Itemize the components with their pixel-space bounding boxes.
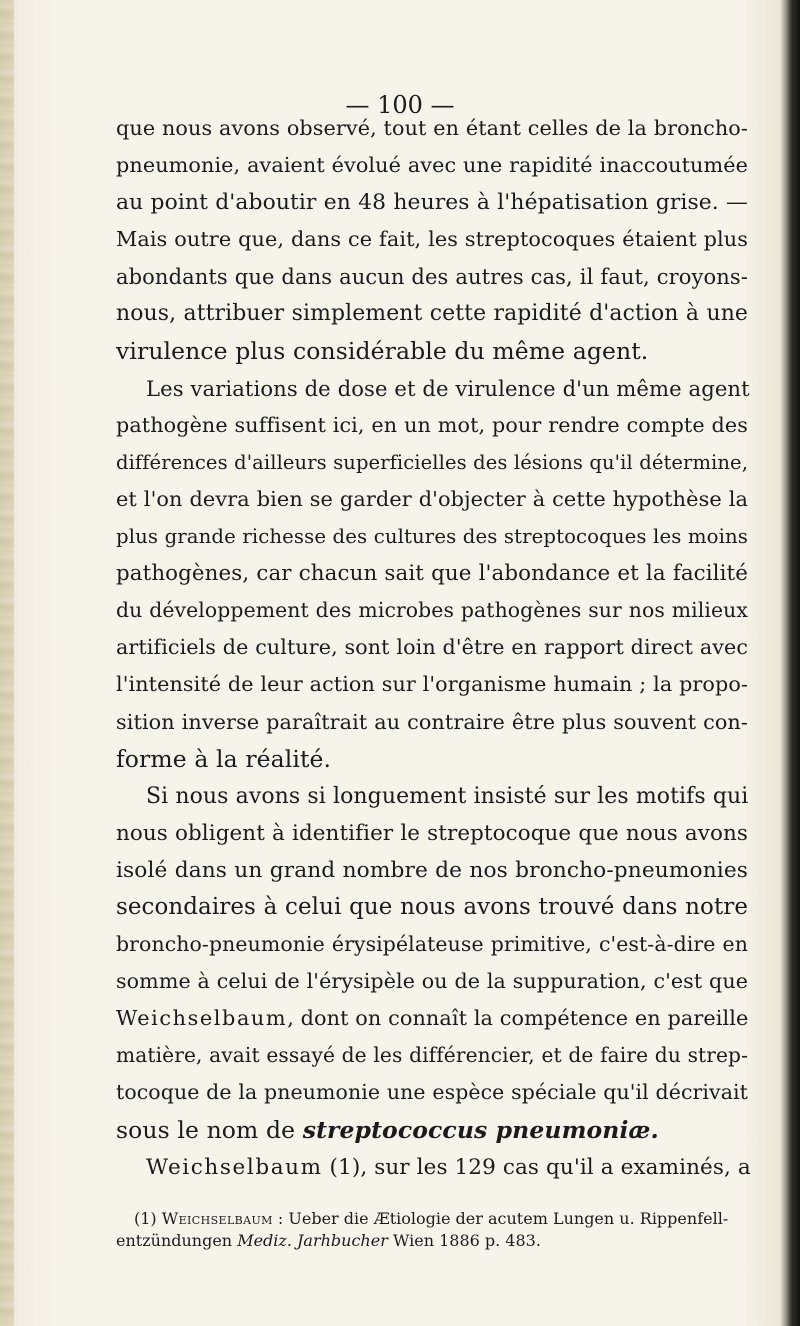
text-line: nous obligent à identifier le streptocoque que nous avons [116, 820, 748, 846]
paragraph-1 [116, 110, 748, 370]
text-line: secondaires à celui que nous avons trouvé dans notre [116, 893, 748, 920]
text-line: Mais outre que, dans ce fait, les streptocoques étaient plus [116, 227, 748, 252]
text-line: somme à celui de l'érysipèle ou de la suppuration, c'est que [116, 969, 748, 994]
text-line: différences d'ailleurs superficielles des lésions qu'il détermine, [116, 450, 748, 474]
text-line: forme à la réalité. [116, 744, 332, 773]
footnote-line [116, 1230, 746, 1252]
footnote-author: Weichselbaum [161, 1209, 273, 1228]
page-left-edge [0, 0, 14, 1326]
text-line: plus grande richesse des cultures des streptocoques les moins [116, 525, 748, 549]
text-line: abondants que dans aucun des autres cas, il faut, croyons- [116, 264, 748, 290]
text-line: pneumonie, avaient évolué avec une rapidité inaccoutumée [116, 153, 748, 178]
text-line [116, 1112, 748, 1149]
text-line: Les variations de dose et de virulence d'un même agent [146, 375, 750, 401]
text-line: et l'on devra bien se garder d'objecter à cette hypothèse la [116, 486, 748, 511]
text-line: pathogène suffisent ici, en un mot, pour rendre compte des [116, 412, 748, 437]
footnote-text: : Ueber die Ætiologie der acutem Lungen u. Rippenfell- [272, 1209, 729, 1228]
footnote-text: Wien 1886 p. 483. [387, 1231, 541, 1250]
author-name: Weichselbaum [116, 1006, 288, 1031]
text-line: Si nous avons si longuement insisté sur les motifs qui [146, 783, 749, 809]
footnote-line [134, 1208, 746, 1230]
species-name: streptococcus pneumoniæ. [302, 1115, 659, 1144]
text-line: l'intensité de leur action sur l'organisme humain ; la propo- [116, 672, 748, 697]
text-fragment: (1), sur les 129 cas qu'il a examinés, a [322, 1154, 751, 1180]
text-line: isolé dans un grand nombre de nos broncho-pneumonies [116, 857, 748, 883]
text-line [116, 1000, 748, 1037]
text-fragment: , dont on connaît la compétence en pareille [287, 1006, 749, 1031]
text-line: pathogènes, car chacun sait que l'abondance et la facilité [116, 561, 748, 587]
footnote-marker: (1) [134, 1209, 162, 1228]
text-line: au point d'aboutir en 48 heures à l'hépatisation grise. — [116, 190, 748, 216]
page-number: — 100 — [345, 91, 455, 119]
text-line: que nous avons observé, tout en étant celles de la broncho- [116, 116, 748, 140]
footnote-journal: Mediz. Jarhbucher [237, 1231, 388, 1250]
text-line: du développement des microbes pathogènes sur nos milieux [116, 598, 748, 623]
footnote [116, 1208, 746, 1252]
text-line: sition inverse paraîtrait au contraire être plus souvent con- [116, 709, 748, 734]
paragraph-2 [116, 370, 748, 778]
body-text [116, 110, 751, 1186]
text-line: tocoque de la pneumonie une espèce spéciale qu'il décrivait [116, 1080, 748, 1105]
page-right-edge [788, 0, 800, 1326]
paragraph-3 [116, 778, 751, 1186]
text-line: matière, avait essayé de les différencier, et de faire du strep- [116, 1043, 748, 1068]
text-line: broncho-pneumonie érysipélateuse primitive, c'est-à-dire en [116, 932, 748, 957]
author-name: Weichselbaum [146, 1154, 323, 1180]
text-fragment: sous le nom de [116, 1115, 303, 1144]
text-line: nous, attribuer simplement cette rapidité d'action à une [116, 301, 748, 327]
text-line: virulence plus considérable du même agent. [116, 336, 649, 365]
text-line: artificiels de culture, sont loin d'être en rapport direct avec [116, 635, 748, 660]
text-line [116, 1149, 751, 1186]
footnote-text: entzündungen [116, 1231, 238, 1250]
